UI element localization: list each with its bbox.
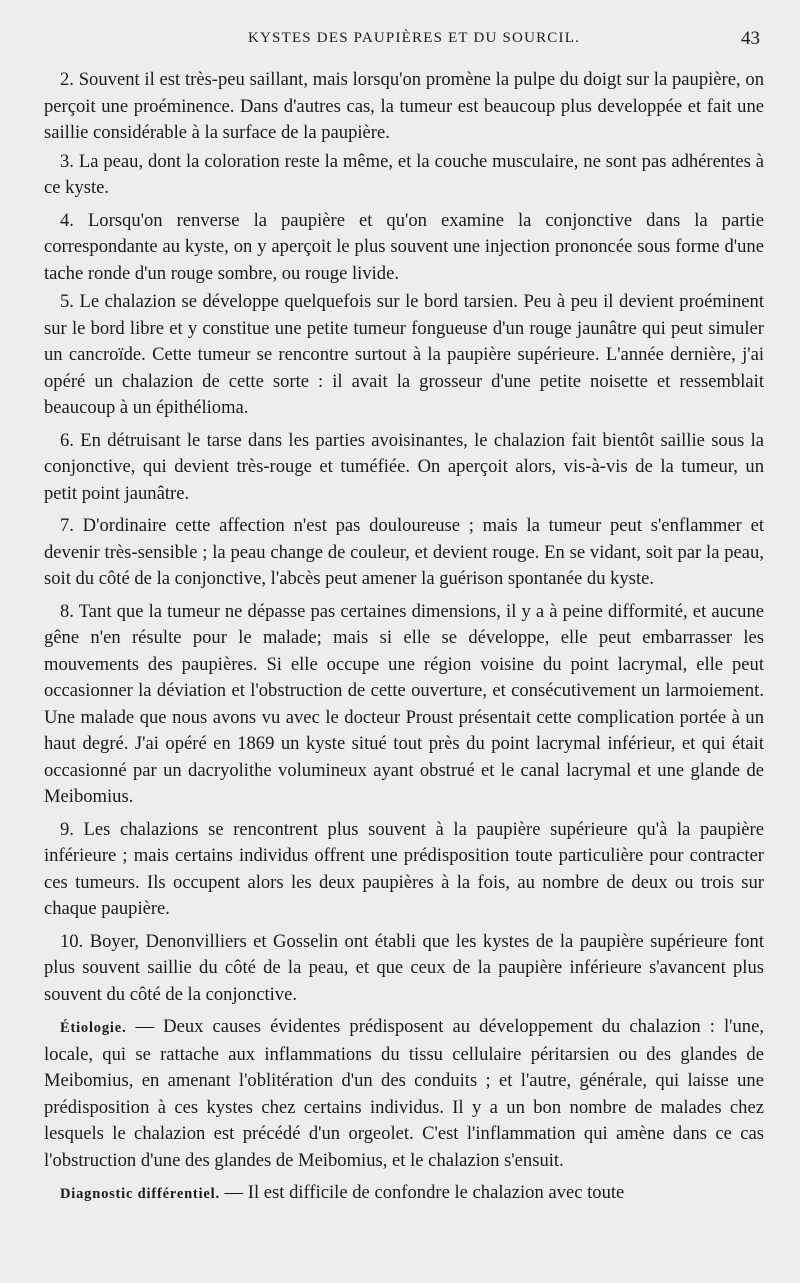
- running-head: [44, 30, 764, 58]
- paragraph-10: 10. Boyer, Denonvilliers et Gosselin ont établi que les kystes de la paupière supérieure font plus souvent saillie du côté de la peau, et que ceux de la paupière inférieure s'avancent plus souvent du côté de la conjonctive.: [44, 930, 764, 1005]
- paragraph-7: 7. D'ordinaire cette affection n'est pas douloureuse ; mais la tumeur peut s'enflammer et devenir très-sensible ; la peau change de couleur, et devient rouge. En se vidant, soit par la peau, soit du côté de la conjonctive, l'abcès peut amener la guérison spontanée du kyste.: [44, 515, 764, 589]
- paragraph-5: 5. Le chalazion se développe quelquefois sur le bord tarsien. Peu à peu il devient proéminent sur le bord libre et y constitue une petite tumeur fongueuse d'un rouge jaunâtre qui peut simuler un cancroïde. Cette tumeur se rencontre surtout à la paupière supérieure. L'année dernière, j'ai opéré un chalazion de cette sorte : il avait la grosseur d'une petite noisette et ressemblait beaucoup à un épithélioma.: [44, 291, 764, 418]
- etiologie-text: — Deux causes évidentes prédisposent au développement du chalazion : l'une, locale, qui se rattache aux inflammations du tissu cellulaire péritarsien ou des glandes de Meibomius, en amenant l'oblitération d'un des conduits ; et l'autre, générale, qui laisse une prédisposition à ces kystes chez certains individus. Il y a un bon nombre de malades chez lesquels le chalazion est précédé d'un orgeolet. C'est l'inflammation qui amène dans ce cas l'obstruction d'une des glandes de Meibomius, et le chalazion s'ensuit.: [44, 1016, 764, 1171]
- etiologie-heading: Étiologie.: [60, 1020, 127, 1036]
- page-number: 43: [741, 28, 760, 49]
- paragraph-4: 4. Lorsqu'on renverse la paupière et qu'on examine la conjonctive dans la partie correspondante au kyste, on y aperçoit le plus souvent une injection prononcée sous forme d'une tache ronde d'un rouge sombre, ou rouge livide.: [44, 209, 764, 284]
- paragraph-8: 8. Tant que la tumeur ne dépasse pas certaines dimensions, il y a à peine difformité, et aucune gêne n'en résulte pour le malade; mais si elle se développe, elle peut embarrasser les mouvements des paupières. Si elle occupe une région voisine du point lacrymal, elle peut occasionner la déviation et l'obstruction de cette ouverture, et consécutivement un larmoiement. Une malade que nous avons vu avec le docteur Proust présentait cette complication portée à un haut degré. J'ai opéré en 1869 un kyste situé tout près du point lacrymal inférieur, et qui était occasionné par un dacryolithe volumineux ayant obstrué et le canal lacrymal et une glande de Meibomius.: [44, 600, 764, 807]
- body-text: [44, 67, 764, 1208]
- etiologie-paragraph: [44, 1014, 764, 1174]
- paragraph-3: 3. La peau, dont la coloration reste la même, et la couche musculaire, ne sont pas adhérentes à ce kyste.: [44, 150, 764, 198]
- diagnostic-paragraph: [44, 1180, 764, 1208]
- diagnostic-text: — Il est difficile de confondre le chalazion avec toute: [219, 1182, 625, 1203]
- paragraph-2: 2. Souvent il est très-peu saillant, mais lorsqu'on promène la pulpe du doigt sur la paupière, on perçoit une proéminence. Dans d'autres cas, la tumeur est beaucoup plus developpée et fait une saillie considérable à la surface de la paupière.: [44, 69, 764, 143]
- paragraph-6: 6. En détruisant le tarse dans les parties avoisinantes, le chalazion fait bientôt saillie sous la conjonctive, qui devient très-rouge et tuméfiée. On aperçoit alors, vis-à-vis de la tumeur, un petit point jaunâtre.: [44, 429, 764, 504]
- running-head-title: KYSTES DES PAUPIÈRES ET DU SOURCIL.: [247, 30, 581, 46]
- diagnostic-heading: Diagnostic différentiel.: [60, 1186, 220, 1202]
- paragraph-9: 9. Les chalazions se rencontrent plus souvent à la paupière supérieure qu'à la paupière inférieure ; mais certains individus offrent une prédisposition toute particulière pour contracter ces tumeurs. Ils occupent alors les deux paupières à la fois, au nombre de deux ou trois sur chaque paupière.: [44, 818, 764, 919]
